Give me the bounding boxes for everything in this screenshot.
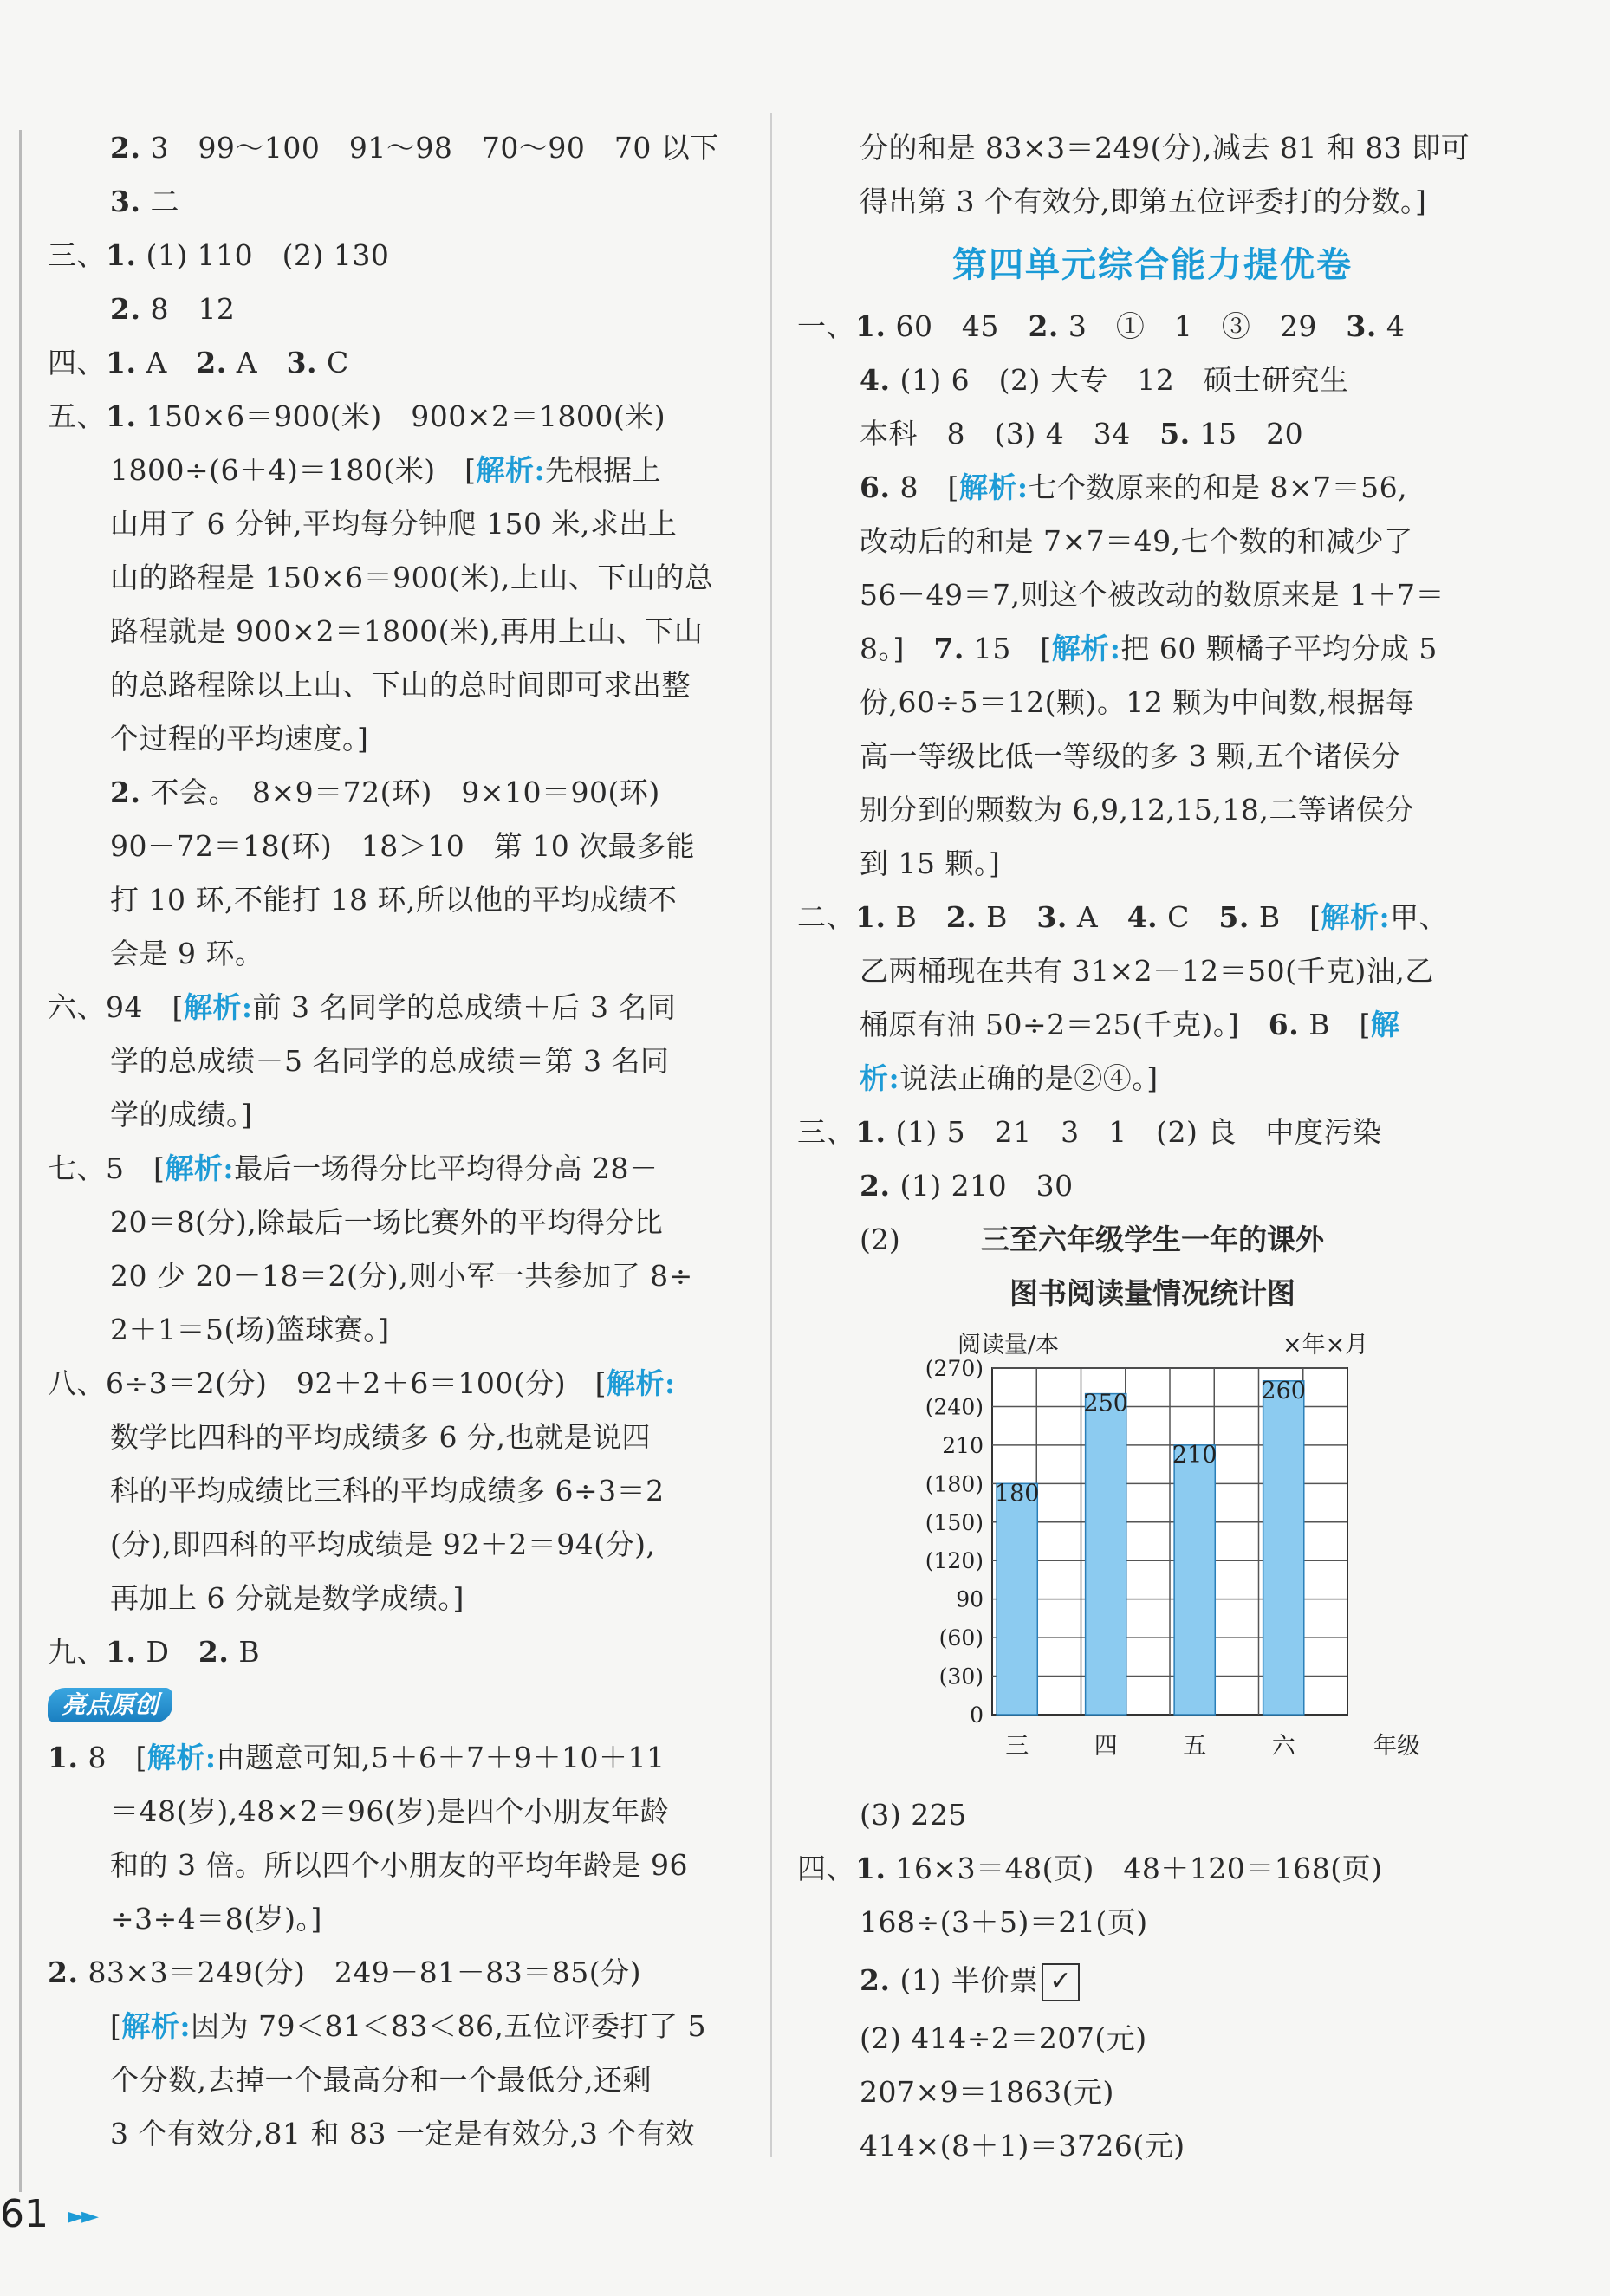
page-number: 61 xyxy=(0,2192,49,2236)
check-mark-icon: ✓ xyxy=(1042,1963,1080,2001)
left-line-12: 个过程的平均速度。] xyxy=(110,722,369,756)
chart-y-axis-label: 阅读量/本 xyxy=(958,1332,1060,1359)
right-line-17: 2. (1) 210 30 xyxy=(860,1169,1074,1203)
chart-x-tick-label: 六 xyxy=(1271,1733,1295,1760)
chart-data-label: 250 xyxy=(1083,1390,1128,1417)
right-continued-lines xyxy=(797,121,1508,229)
chart-y-tick-label: (120) xyxy=(925,1548,984,1574)
left-line-10: 路程就是 900×2＝1800(米),再用上山、下山 xyxy=(110,614,704,648)
left-line-14: 90－72＝18(环) 18＞10 第 10 次最多能 xyxy=(110,829,696,863)
right-line-13: 乙两桶现在共有 31×2－12＝50(千克)油,乙 xyxy=(860,954,1434,988)
right-line-4: 6. 8 [解析:七个数原来的和是 8×7＝56, xyxy=(860,470,1408,504)
left-line-15: 打 10 环,不能打 18 环,所以他的平均成绩不 xyxy=(110,883,678,917)
left-line-11: 的总路程除以上山、下山的总时间即可求出整 xyxy=(110,668,691,702)
right-column xyxy=(797,121,1508,2173)
right-line-7: 8。] 7. 15 [解析:把 60 颗橘子平均分成 5 xyxy=(860,632,1438,665)
chart-y-tick-label: (60) xyxy=(938,1625,984,1651)
left-line-4: 2. 8 12 xyxy=(110,292,236,326)
ticket-answer-text: (1) 半价票 xyxy=(899,1963,1039,1997)
chart-y-tick-label: (150) xyxy=(925,1509,984,1535)
right-after-line-2: 四、1. 16×3＝48(页) 48＋120＝168(页) xyxy=(797,1852,1383,1885)
chart-x-axis-label: 年级 xyxy=(1373,1733,1420,1760)
right-line-9: 高一等级比低一等级的多 3 颗,五个诸侯分 xyxy=(860,739,1400,773)
chart-y-tick-label: (180) xyxy=(925,1471,984,1497)
right-line-8: 份,60÷5＝12(颗)。12 颗为中间数,根据每 xyxy=(860,685,1415,719)
left-original-line-5: 2. 83×3＝249(分) 249－81－83＝85(分) xyxy=(48,1955,642,1989)
right-line-14: 桶原有油 50÷2＝25(千克)。] 6. B [解 xyxy=(860,1008,1400,1041)
left-line-18: 学的总成绩－5 名同学的总成绩＝第 3 名同 xyxy=(110,1044,670,1078)
left-original-line-6: [解析:因为 79＜81＜83＜86,五位评委打了 5 xyxy=(110,2009,706,2043)
left-line-8: 山用了 6 分钟,平均每分钟爬 150 米,求出上 xyxy=(110,507,678,541)
chart-bar-3 xyxy=(1174,1445,1215,1715)
left-line-29: 九、1. D 2. B xyxy=(48,1635,261,1669)
next-arrows-icon: ►► xyxy=(68,2203,95,2229)
right-after-line-3: 168÷(3＋5)＝21(页) xyxy=(860,1905,1148,1939)
chart-bar-1 xyxy=(997,1483,1037,1715)
right-line-16: 三、1. (1) 5 21 3 1 (2) 良 中度污染 xyxy=(797,1115,1382,1149)
highlight-badge xyxy=(48,1679,750,1731)
chart-title-block xyxy=(797,1213,1508,1320)
right-line-1: 一、1. 60 45 2. 3 ① 1 ③ 29 3. 4 xyxy=(797,309,1406,343)
right-answer-lines xyxy=(797,300,1508,1213)
left-line-27: (分),即四科的平均成绩是 92＋2＝94(分), xyxy=(110,1527,656,1561)
ticket-answer-line xyxy=(797,1949,1508,2012)
chart-date-note: ×年×月 xyxy=(1282,1332,1369,1359)
left-line-20: 七、5 [解析:最后一场得分比平均得分高 28－ xyxy=(48,1151,659,1185)
left-line-5: 四、1. A 2. A 3. C xyxy=(48,346,349,379)
left-line-28: 再加上 6 分就是数学成绩。] xyxy=(110,1581,464,1615)
chart-x-tick-label: 五 xyxy=(1183,1733,1207,1760)
right-line-6: 56－49＝7,则这个被改动的数原来是 1＋7＝ xyxy=(860,578,1444,612)
chart-title: 三至六年级学生一年的课外 xyxy=(981,1223,1324,1256)
chart-y-tick-label: (240) xyxy=(925,1394,984,1420)
chart-y-tick-label: (270) xyxy=(925,1356,984,1381)
chart-y-tick-label: (30) xyxy=(938,1664,984,1690)
ticket-answer-number: 2. xyxy=(860,1963,891,1997)
chart-x-tick-label: 四 xyxy=(1094,1733,1118,1760)
chart-bar-2 xyxy=(1086,1394,1126,1715)
left-original-line-7: 个分数,去掉一个最高分和一个最低分,还剩 xyxy=(110,2063,652,2097)
left-column xyxy=(48,121,750,2161)
right-line-3: 本科 8 (3) 4 34 5. 15 20 xyxy=(860,417,1304,451)
page-binding-edge xyxy=(19,130,22,2192)
right-bottom-line-2: 207×9＝1863(元) xyxy=(860,2075,1114,2109)
chart-x-tick-label: 三 xyxy=(1005,1733,1029,1760)
chart-subtitle: 图书阅读量情况统计图 xyxy=(1009,1276,1295,1310)
chart-bar-4 xyxy=(1263,1381,1304,1715)
left-line-7: 1800÷(6＋4)＝180(米) [解析:先根据上 xyxy=(110,453,662,487)
left-original-line-3: 和的 3 倍。所以四个小朋友的平均年龄是 96 xyxy=(110,1848,688,1882)
right-bottom-line-3: 414×(8＋1)＝3726(元) xyxy=(860,2129,1185,2163)
chart-y-tick-label: 210 xyxy=(942,1432,984,1458)
right-line-11: 到 15 颗。] xyxy=(860,846,1001,880)
left-line-17: 六、94 [解析:前 3 名同学的总成绩＋后 3 名同 xyxy=(48,990,677,1024)
left-answer-lines xyxy=(48,121,750,1679)
highlight-badge-label: 亮点原创 xyxy=(48,1688,172,1722)
unit-title: 第四单元综合能力提优卷 xyxy=(952,245,1353,285)
left-line-25: 数学比四科的平均成绩多 6 分,也就是说四 xyxy=(110,1420,651,1454)
chart-part-label: (2) xyxy=(860,1223,900,1256)
chart-y-tick-label: 90 xyxy=(956,1586,984,1612)
chart-data-label: 210 xyxy=(1172,1441,1217,1469)
bar-chart xyxy=(797,1320,1508,1788)
left-original-lines xyxy=(48,1731,750,2161)
right-line-2: 4. (1) 6 (2) 大专 12 硕士研究生 xyxy=(860,363,1349,397)
right-line-10: 别分到的颗数为 6,9,12,15,18,二等诸侯分 xyxy=(860,793,1414,827)
right-line-15: 析:说法正确的是②④。] xyxy=(860,1061,1159,1095)
left-line-24: 八、6÷3＝2(分) 92＋2＋6＝100(分) [解析: xyxy=(48,1366,676,1400)
left-line-16: 会是 9 环。 xyxy=(110,937,264,970)
chart-data-label: 180 xyxy=(994,1480,1040,1508)
left-line-21: 20＝8(分),除最后一场比赛外的平均得分比 xyxy=(110,1205,664,1239)
left-line-22: 20 少 20－18＝2(分),则小军一共参加了 8÷ xyxy=(110,1259,693,1293)
right-final-lines xyxy=(797,2012,1508,2173)
left-line-6: 五、1. 150×6＝900(米) 900×2＝1800(米) xyxy=(48,399,666,433)
right-after-line-1: (3) 225 xyxy=(860,1798,967,1832)
left-original-line-1: 1. 8 [解析:由题意可知,5＋6＋7＋9＋10＋11 xyxy=(48,1741,665,1774)
left-original-line-8: 3 个有效分,81 和 83 一定是有效分,3 个有效 xyxy=(110,2117,695,2150)
left-original-line-2: ＝48(岁),48×2＝96(岁)是四个小朋友年龄 xyxy=(110,1794,670,1828)
left-line-23: 2＋1＝5(场)篮球赛。] xyxy=(110,1313,390,1346)
left-line-26: 科的平均成绩比三科的平均成绩多 6÷3＝2 xyxy=(110,1474,665,1508)
right-after-chart-lines xyxy=(797,1788,1508,1949)
left-line-2: 3. 二 xyxy=(110,185,179,218)
left-line-19: 学的成绩。] xyxy=(110,1098,253,1132)
right-top-line-1: 分的和是 83×3＝249(分),减去 81 和 83 即可 xyxy=(860,131,1470,165)
column-divider xyxy=(770,113,772,2157)
chart-data-label: 260 xyxy=(1261,1377,1306,1404)
chart-y-tick-label: 0 xyxy=(970,1703,984,1728)
left-line-1: 2. 3 99～100 91～98 70～90 70 以下 xyxy=(110,131,719,165)
right-bottom-line-1: (2) 414÷2＝207(元) xyxy=(860,2021,1147,2055)
left-line-3: 三、1. (1) 110 (2) 130 xyxy=(48,238,390,272)
right-top-line-2: 得出第 3 个有效分,即第五位评委打的分数。] xyxy=(860,185,1427,218)
left-original-line-4: ÷3÷4＝8(岁)。] xyxy=(110,1902,322,1936)
right-line-12: 二、1. B 2. B 3. A 4. C 5. B [解析:甲、 xyxy=(797,900,1449,934)
left-line-13: 2. 不会。 8×9＝72(环) 9×10＝90(环) xyxy=(110,775,660,809)
bar-chart-svg xyxy=(797,1320,1508,1788)
left-line-9: 山的路程是 150×6＝900(米),上山、下山的总 xyxy=(110,561,714,594)
right-line-5: 改动后的和是 7×7＝49,七个数的和减少了 xyxy=(860,524,1413,558)
